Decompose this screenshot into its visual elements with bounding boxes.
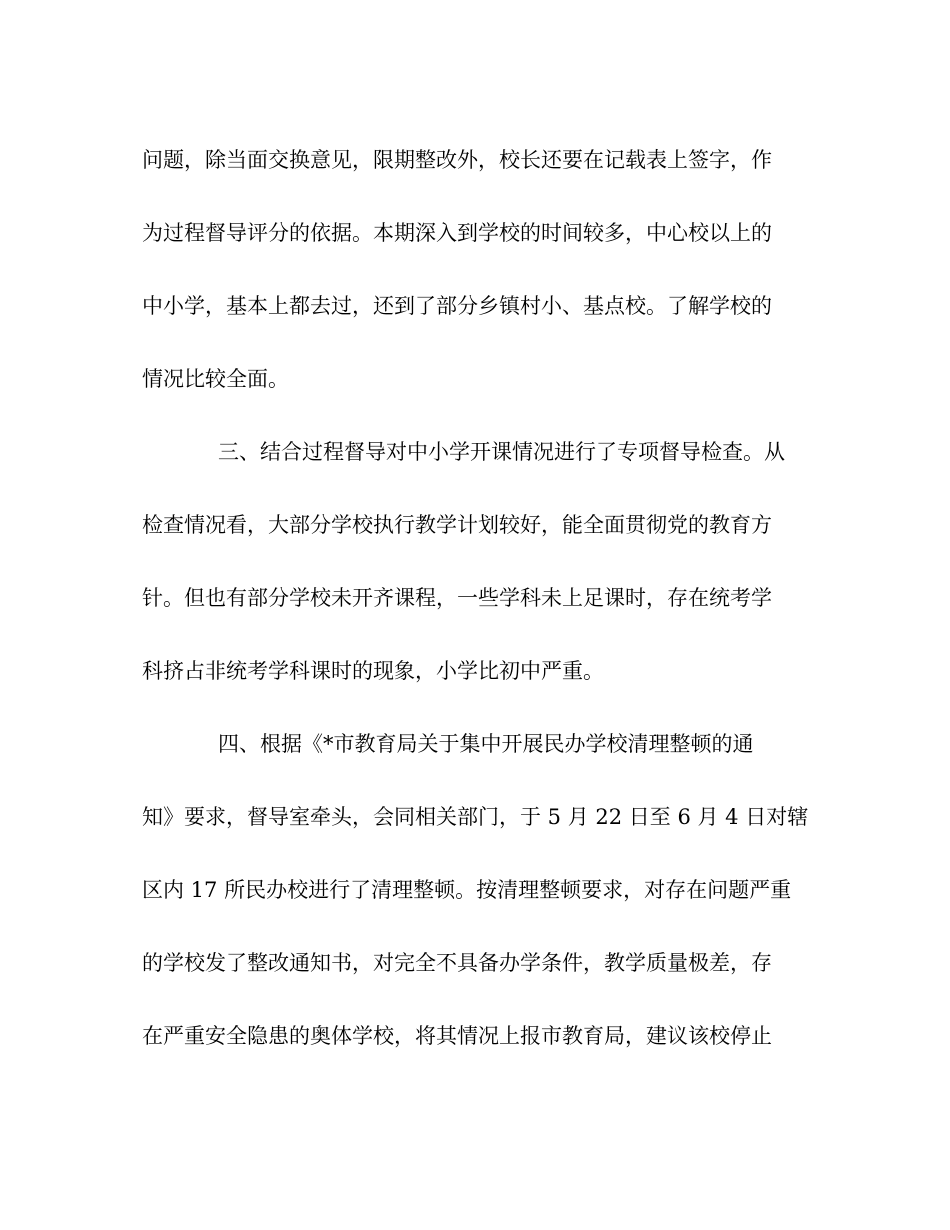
text-line-2: 为过程督导评分的依据。本期深入到学校的时间较多，中心校以上的 xyxy=(142,221,772,245)
text-line-8: 科挤占非统考学科课时的现象，小学比初中严重。 xyxy=(142,659,604,683)
text-line-3: 中小学，基本上都去过，还到了部分乡镇村小、基点校。了解学校的 xyxy=(142,294,772,318)
text-line-9: 四、根据《*市教育局关于集中开展民办学校清理整顿的通 xyxy=(218,732,754,756)
text-line-10: 知》要求，督导室牵头，会同相关部门，于 5 月 22 日至 6 月 4 日对辖 xyxy=(142,805,809,829)
text-line-5: 三、结合过程督导对中小学开课情况进行了专项督导检查。从 xyxy=(218,440,785,464)
text-line-7: 针。但也有部分学校未开齐课程，一些学科未上足课时，存在统考学 xyxy=(142,586,772,610)
body-text xyxy=(142,140,812,1089)
text-line-12: 的学校发了整改通知书，对完全不具备办学条件，教学质量极差，存 xyxy=(142,951,772,975)
text-line-6: 检查情况看，大部分学校执行教学计划较好，能全面贯彻党的教育方 xyxy=(142,513,772,537)
text-line-1: 问题，除当面交换意见，限期整改外，校长还要在记载表上签字，作 xyxy=(142,148,772,172)
text-line-13: 在严重安全隐患的奥体学校，将其情况上报市教育局，建议该校停止 xyxy=(142,1024,772,1048)
text-line-4: 情况比较全面。 xyxy=(142,367,289,391)
text-line-11: 区内 17 所民办校进行了清理整顿。按清理整顿要求，对存在问题严重 xyxy=(142,878,792,902)
